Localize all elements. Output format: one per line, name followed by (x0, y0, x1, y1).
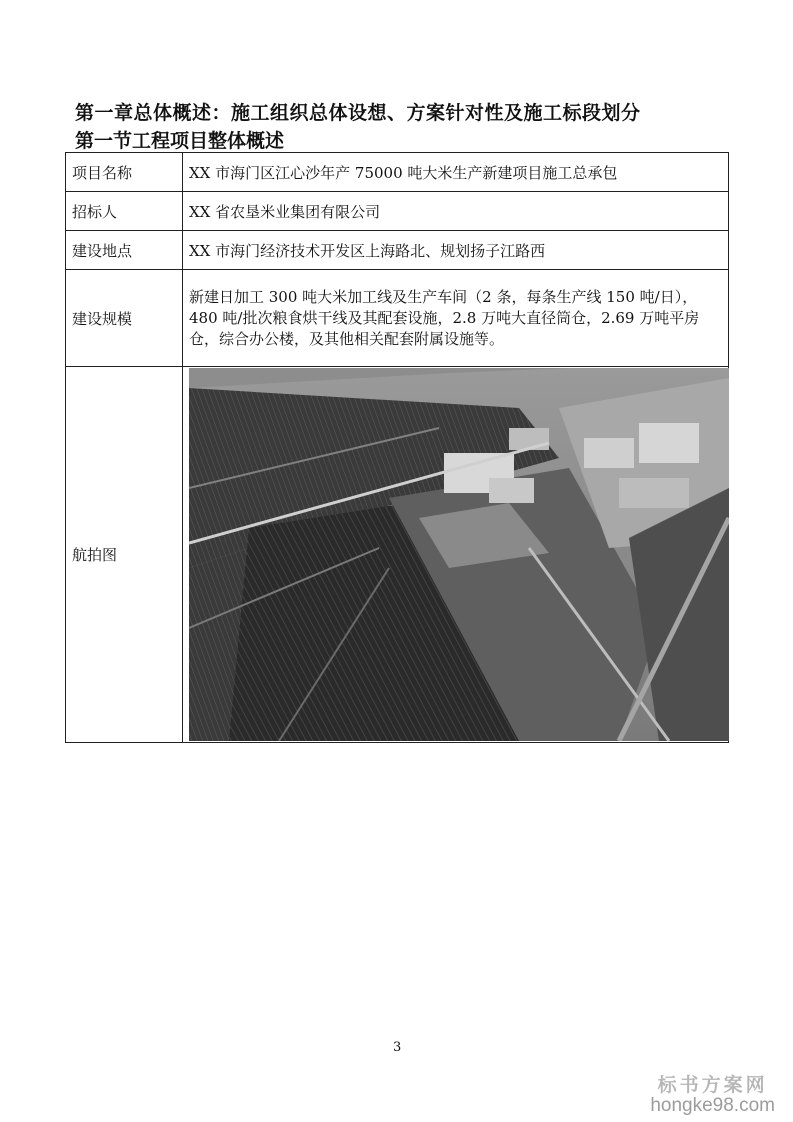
project-info-table (65, 152, 729, 743)
row-value-project-name: XX 市海门区江心沙年产 75000 吨大米生产新建项目施工总承包 (183, 153, 729, 192)
table-row (66, 270, 729, 367)
section-title: 第一节工程项目整体概述 (75, 130, 285, 152)
page-number: 3 (393, 1040, 402, 1055)
row-label-location: 建设地点 (66, 231, 183, 270)
watermark-name: 标书方案网 (657, 1074, 768, 1096)
row-value-tenderer: XX 省农垦米业集团有限公司 (183, 192, 729, 231)
table-row (66, 231, 729, 270)
row-label-tenderer: 招标人 (66, 192, 183, 231)
table-row (66, 192, 729, 231)
aerial-photo-cell (183, 367, 729, 743)
watermark-url: hongke98.com (650, 1095, 775, 1116)
aerial-photo (189, 368, 729, 741)
row-label-scale: 建设规模 (66, 270, 183, 367)
watermark (650, 1070, 775, 1117)
row-value-scale: 新建日加工 300 吨大米加工线及生产车间（2 条，每条生产线 150 吨/日），480 吨/批次粮食烘干线及其配套设施，2.8 万吨大直径筒仓，2.69 万吨平房仓，综合办公楼，及其他相关配套附属设施等。 (183, 270, 729, 367)
chapter-title: 第一章总体概述：施工组织总体设想、方案针对性及施工标段划分 (75, 102, 641, 124)
row-label-aerial: 航拍图 (66, 367, 183, 743)
row-value-location: XX 市海门经济技术开发区上海路北、规划扬子江路西 (183, 231, 729, 270)
table-row (66, 367, 729, 743)
table-row (66, 153, 729, 192)
row-label-project-name: 项目名称 (66, 153, 183, 192)
